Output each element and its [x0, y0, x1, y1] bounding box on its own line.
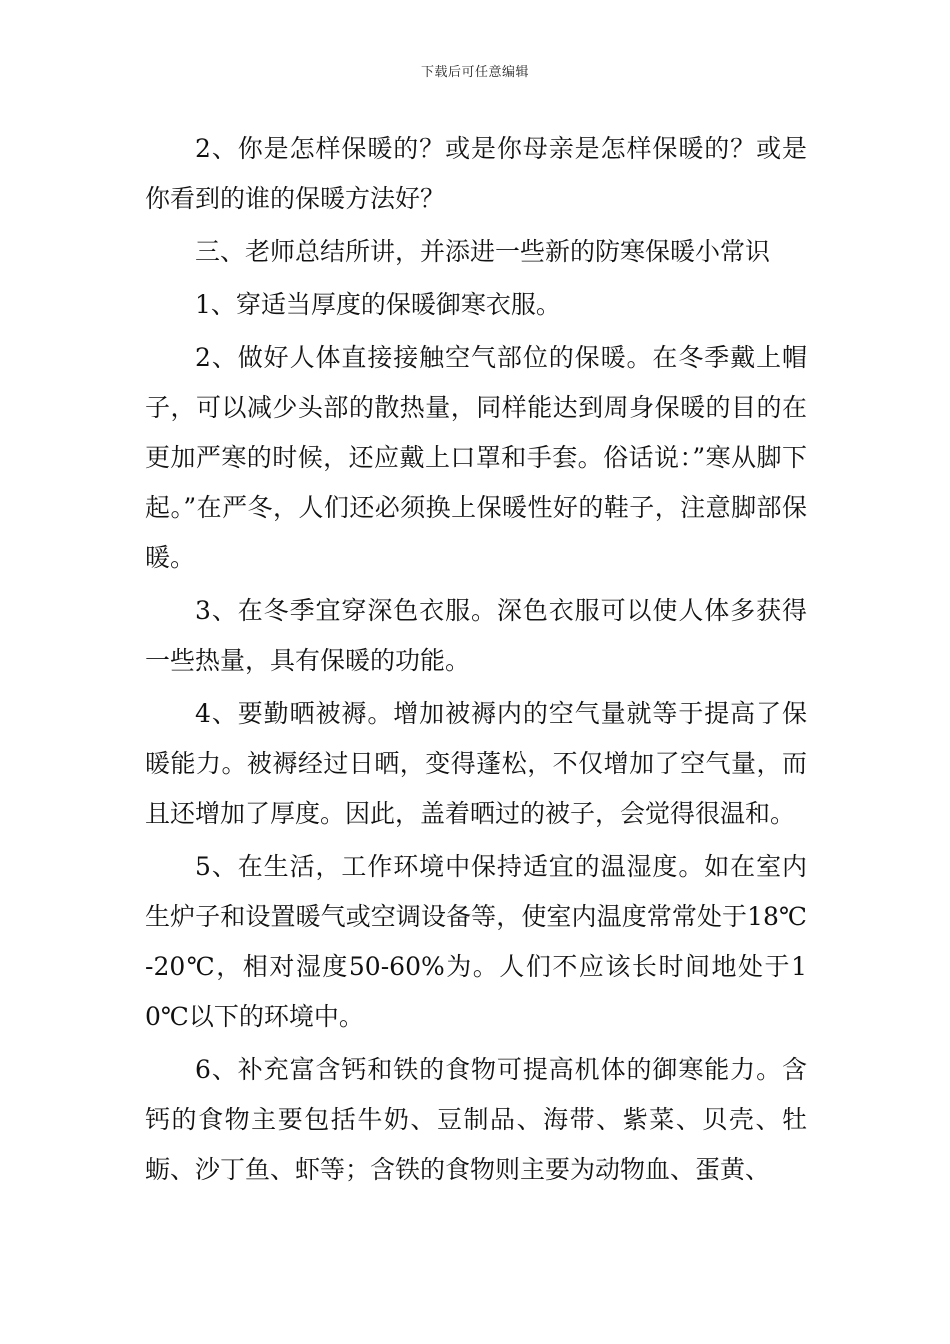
page-header: 下载后可任意编辑 — [420, 65, 529, 80]
paragraph-section-3-heading: 三、老师总结所讲，并添进一些新的防寒保暖小常识 — [195, 237, 771, 266]
paragraph-tip-6: 6、补充富含钙和铁的食物可提高机体的御寒能力。含钙的食物主要包括牛奶、豆制品、海带、紫菜、贝壳、牡蛎、沙丁鱼、虾等；含铁的食物则主要为动物血、蛋黄、 — [145, 1055, 807, 1184]
document-body — [145, 124, 807, 1198]
paragraph-tip-5: 5、在生活，工作环境中保持适宜的温湿度。如在室内生炉子和设置暖气或空调设备等，使室内温度常常处于18℃-20℃，相对湿度50-60%为。人们不应该长时间地处于10℃以下的环境中。 — [145, 852, 807, 1031]
paragraph-question-2: 2、你是怎样保暖的？或是你母亲是怎样保暖的？或是你看到的谁的保暖方法好？ — [145, 134, 807, 213]
paragraph-tip-4: 4、要勤晒被褥。增加被褥内的空气量就等于提高了保暖能力。被褥经过日晒，变得蓬松，不仅增加了空气量，而且还增加了厚度。因此，盖着晒过的被子，会觉得很温和。 — [145, 699, 807, 828]
paragraph-tip-3: 3、在冬季宜穿深色衣服。深色衣服可以使人体多获得一些热量，具有保暖的功能。 — [145, 596, 807, 675]
paragraph-tip-1: 1、穿适当厚度的保暖御寒衣服。 — [195, 290, 561, 319]
paragraph-tip-2: 2、做好人体直接接触空气部位的保暖。在冬季戴上帽子，可以减少头部的散热量，同样能达到周身保暖的目的在更加严寒的时候，还应戴上口罩和手套。俗话说：”寒从脚下起。”在严冬，人们还必须换上保暖性好的鞋子，注意脚部保暖。 — [145, 343, 807, 572]
